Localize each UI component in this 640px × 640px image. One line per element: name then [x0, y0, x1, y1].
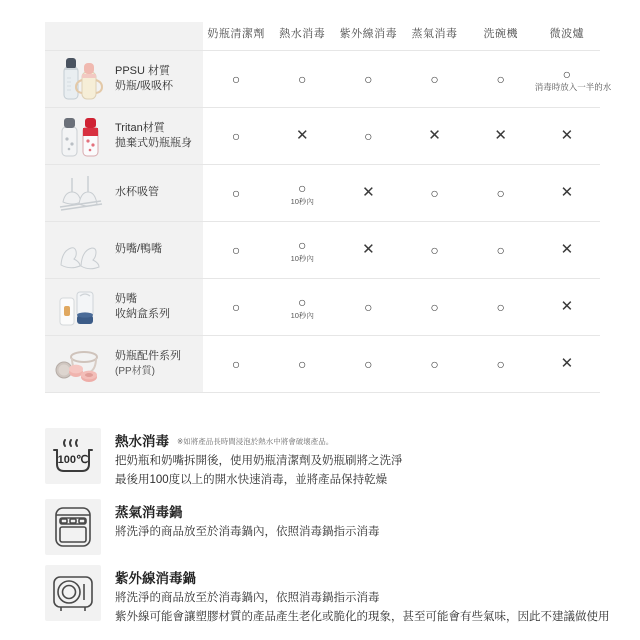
cell-nipple-detergent	[203, 221, 269, 278]
info-heading-row	[115, 567, 610, 588]
cell-bottle-parts-dishwasher	[468, 335, 534, 392]
cell-tritan-bottle-microwave	[534, 107, 600, 164]
cell-pacifier-case-dishwasher	[468, 278, 534, 335]
circle-mark-icon: ○	[298, 293, 307, 310]
product-label-line: 奶瓶/吸吸杯	[115, 79, 174, 92]
column-header-hot-water: 熱水消毒	[269, 22, 335, 50]
nipple-spout-image	[51, 225, 109, 275]
compatibility-table-wrapper	[45, 22, 612, 393]
info-title: 紫外線消毒鍋	[115, 571, 196, 586]
product-label-line: (PP材質)	[115, 365, 155, 377]
cross-mark-icon: ✕	[560, 297, 574, 315]
product-label-line: 水杯吸管	[115, 186, 159, 198]
table-row	[45, 164, 600, 221]
cell-nipple-microwave	[534, 221, 600, 278]
cell-ppsu-bottle-detergent	[203, 50, 269, 107]
cell-pacifier-case-steam	[401, 278, 467, 335]
info-text-steam	[101, 499, 380, 541]
bottle-accessories-pp-image	[51, 339, 109, 389]
cell-nipple-steam	[401, 221, 467, 278]
info-heading-row	[115, 430, 403, 451]
circle-mark-icon: ○	[496, 184, 505, 201]
cell-bottle-parts-uv	[335, 335, 401, 392]
circle-mark-icon: ○	[364, 70, 373, 87]
product-cell-pacifier-case	[45, 278, 203, 335]
product-label-ppsu-bottle	[109, 64, 173, 94]
cell-tritan-bottle-dishwasher	[468, 107, 534, 164]
info-warning-note: ※如將產品長時間浸泡於熱水中將會破壞產品。	[177, 437, 334, 446]
product-label-line: 拋棄式奶瓶瓶身	[115, 136, 192, 149]
cell-straw-microwave	[534, 164, 600, 221]
tritan-disposable-bottle-body-image	[51, 111, 109, 161]
circle-mark-icon: ○	[430, 70, 439, 87]
product-label-line: PPSU 材質	[115, 64, 171, 77]
product-label-bottle-parts	[109, 349, 181, 379]
cell-note: 消毒時放入一半的水	[534, 81, 612, 92]
steam-sterilizer-icon	[45, 499, 101, 555]
info-text-hot-water	[101, 428, 403, 489]
column-header-detergent: 奶瓶清潔劑	[203, 22, 269, 50]
circle-mark-icon: ○	[364, 355, 373, 372]
cell-tritan-bottle-uv	[335, 107, 401, 164]
column-header-steam: 蒸氣消毒	[401, 22, 467, 50]
cell-nipple-hot_water	[269, 221, 335, 278]
info-description-line: 將洗淨的商品放至於消毒鍋內，依照消毒鍋指示消毒	[115, 526, 380, 538]
column-header-dishwasher: 洗碗機	[468, 22, 534, 50]
info-block-steam	[45, 499, 625, 555]
cell-straw-hot_water	[269, 164, 335, 221]
cell-tritan-bottle-detergent	[203, 107, 269, 164]
product-label-line: 奶嘴	[115, 292, 137, 305]
cell-bottle-parts-steam	[401, 335, 467, 392]
circle-mark-icon: ○	[430, 241, 439, 258]
circle-mark-icon: ○	[364, 127, 373, 144]
circle-mark-icon: ○	[430, 184, 439, 201]
svg-text:100℃: 100℃	[57, 454, 89, 466]
product-cell-tritan-bottle	[45, 107, 203, 164]
cell-pacifier-case-hot_water	[269, 278, 335, 335]
circle-mark-icon: ○	[298, 179, 307, 196]
header-corner-cell	[45, 22, 203, 50]
product-label-line: 奶嘴/鴨嘴	[115, 243, 163, 255]
info-title: 蒸氣消毒鍋	[115, 505, 183, 520]
circle-mark-icon: ○	[496, 241, 505, 258]
circle-mark-icon: ○	[496, 70, 505, 87]
circle-mark-icon: ○	[298, 70, 307, 87]
product-label-tritan-bottle	[109, 121, 192, 151]
circle-mark-icon: ○	[231, 70, 241, 87]
cell-bottle-parts-detergent	[203, 335, 269, 392]
cell-pacifier-case-microwave	[534, 278, 600, 335]
cross-mark-icon: ✕	[362, 240, 375, 258]
circle-mark-icon: ○	[430, 298, 439, 315]
circle-mark-icon: ○	[231, 298, 241, 315]
product-label-line: Tritan材質	[115, 121, 165, 134]
sterilization-info-section	[45, 428, 625, 636]
product-label-pacifier-case	[109, 292, 170, 322]
table-row	[45, 278, 600, 335]
product-cell-straw	[45, 164, 203, 221]
cell-tritan-bottle-steam	[401, 107, 467, 164]
cell-ppsu-bottle-steam	[401, 50, 467, 107]
cross-mark-icon: ✕	[560, 240, 574, 258]
circle-mark-icon: ○	[298, 355, 307, 372]
info-description-line: 將洗淨的商品放至於消毒鍋內，依照消毒鍋指示消毒	[115, 592, 380, 604]
ppsu-bottle-sippy-cup-image	[51, 54, 109, 104]
circle-mark-icon: ○	[231, 184, 241, 201]
cell-ppsu-bottle-uv	[335, 50, 401, 107]
table-body	[45, 50, 612, 392]
info-text-uv	[101, 565, 610, 626]
cross-mark-icon: ✕	[428, 126, 441, 144]
info-description-line: 紫外線可能會讓塑膠材質的產品產生老化或脆化的現象，甚至可能會有些氣味，因此不建議做使用	[115, 611, 610, 623]
cup-straw-image	[51, 168, 109, 218]
product-cell-nipple	[45, 221, 203, 278]
cross-mark-icon: ✕	[494, 126, 507, 144]
cell-pacifier-case-detergent	[203, 278, 269, 335]
cell-straw-uv	[335, 164, 401, 221]
uv-sterilizer-icon	[45, 565, 101, 621]
circle-mark-icon: ○	[496, 355, 505, 372]
circle-mark-icon: ○	[430, 355, 439, 372]
info-title: 熱水消毒	[115, 434, 169, 449]
table-row	[45, 50, 600, 107]
cell-straw-steam	[401, 164, 467, 221]
table-row	[45, 107, 600, 164]
product-label-line: 奶瓶配件系列	[115, 349, 181, 362]
column-header-microwave: 微波爐	[534, 22, 600, 50]
cross-mark-icon: ✕	[295, 126, 309, 144]
pacifier-storage-case-image	[51, 282, 109, 332]
info-description-line: 把奶瓶和奶嘴拆開後，使用奶瓶清潔劑及奶瓶刷將之洗淨	[115, 455, 403, 467]
product-cell-ppsu-bottle	[45, 50, 203, 107]
column-header-uv: 紫外線消毒	[335, 22, 401, 50]
info-heading-row	[115, 501, 380, 522]
cross-mark-icon: ✕	[560, 183, 574, 201]
cell-note: 10秒內	[290, 310, 314, 320]
table-header	[45, 22, 600, 50]
cell-ppsu-bottle-hot_water	[269, 50, 335, 107]
circle-mark-icon: ○	[496, 298, 505, 315]
circle-mark-icon: ○	[562, 65, 572, 82]
info-block-uv	[45, 565, 625, 626]
cross-mark-icon: ✕	[362, 183, 375, 201]
cell-ppsu-bottle-microwave	[534, 50, 612, 107]
cell-bottle-parts-hot_water	[269, 335, 335, 392]
product-label-line: 收納盒系列	[115, 307, 170, 320]
product-cell-bottle-parts	[45, 335, 203, 392]
table-row	[45, 335, 600, 392]
cell-pacifier-case-uv	[335, 278, 401, 335]
pot-100c-icon	[45, 428, 101, 484]
circle-mark-icon: ○	[364, 298, 373, 315]
cell-tritan-bottle-hot_water	[269, 107, 335, 164]
cell-bottle-parts-microwave	[534, 335, 600, 392]
product-label-straw	[109, 185, 159, 200]
info-block-hot-water	[45, 428, 625, 489]
cell-nipple-uv	[335, 221, 401, 278]
circle-mark-icon: ○	[231, 241, 241, 258]
product-label-nipple	[109, 242, 162, 257]
header-row	[45, 22, 600, 50]
circle-mark-icon: ○	[231, 355, 241, 372]
compatibility-table	[45, 22, 612, 393]
table-row	[45, 221, 600, 278]
cross-mark-icon: ✕	[560, 354, 574, 372]
circle-mark-icon: ○	[231, 127, 241, 144]
cell-straw-detergent	[203, 164, 269, 221]
info-description-line: 最後用100度以上的開水快速消毒，並將產品保持乾燥	[115, 474, 388, 486]
cell-ppsu-bottle-dishwasher	[468, 50, 534, 107]
cell-nipple-dishwasher	[468, 221, 534, 278]
cell-straw-dishwasher	[468, 164, 534, 221]
cell-note: 10秒內	[290, 196, 314, 206]
circle-mark-icon: ○	[298, 236, 307, 253]
cross-mark-icon: ✕	[560, 126, 574, 144]
cell-note: 10秒內	[290, 253, 314, 263]
